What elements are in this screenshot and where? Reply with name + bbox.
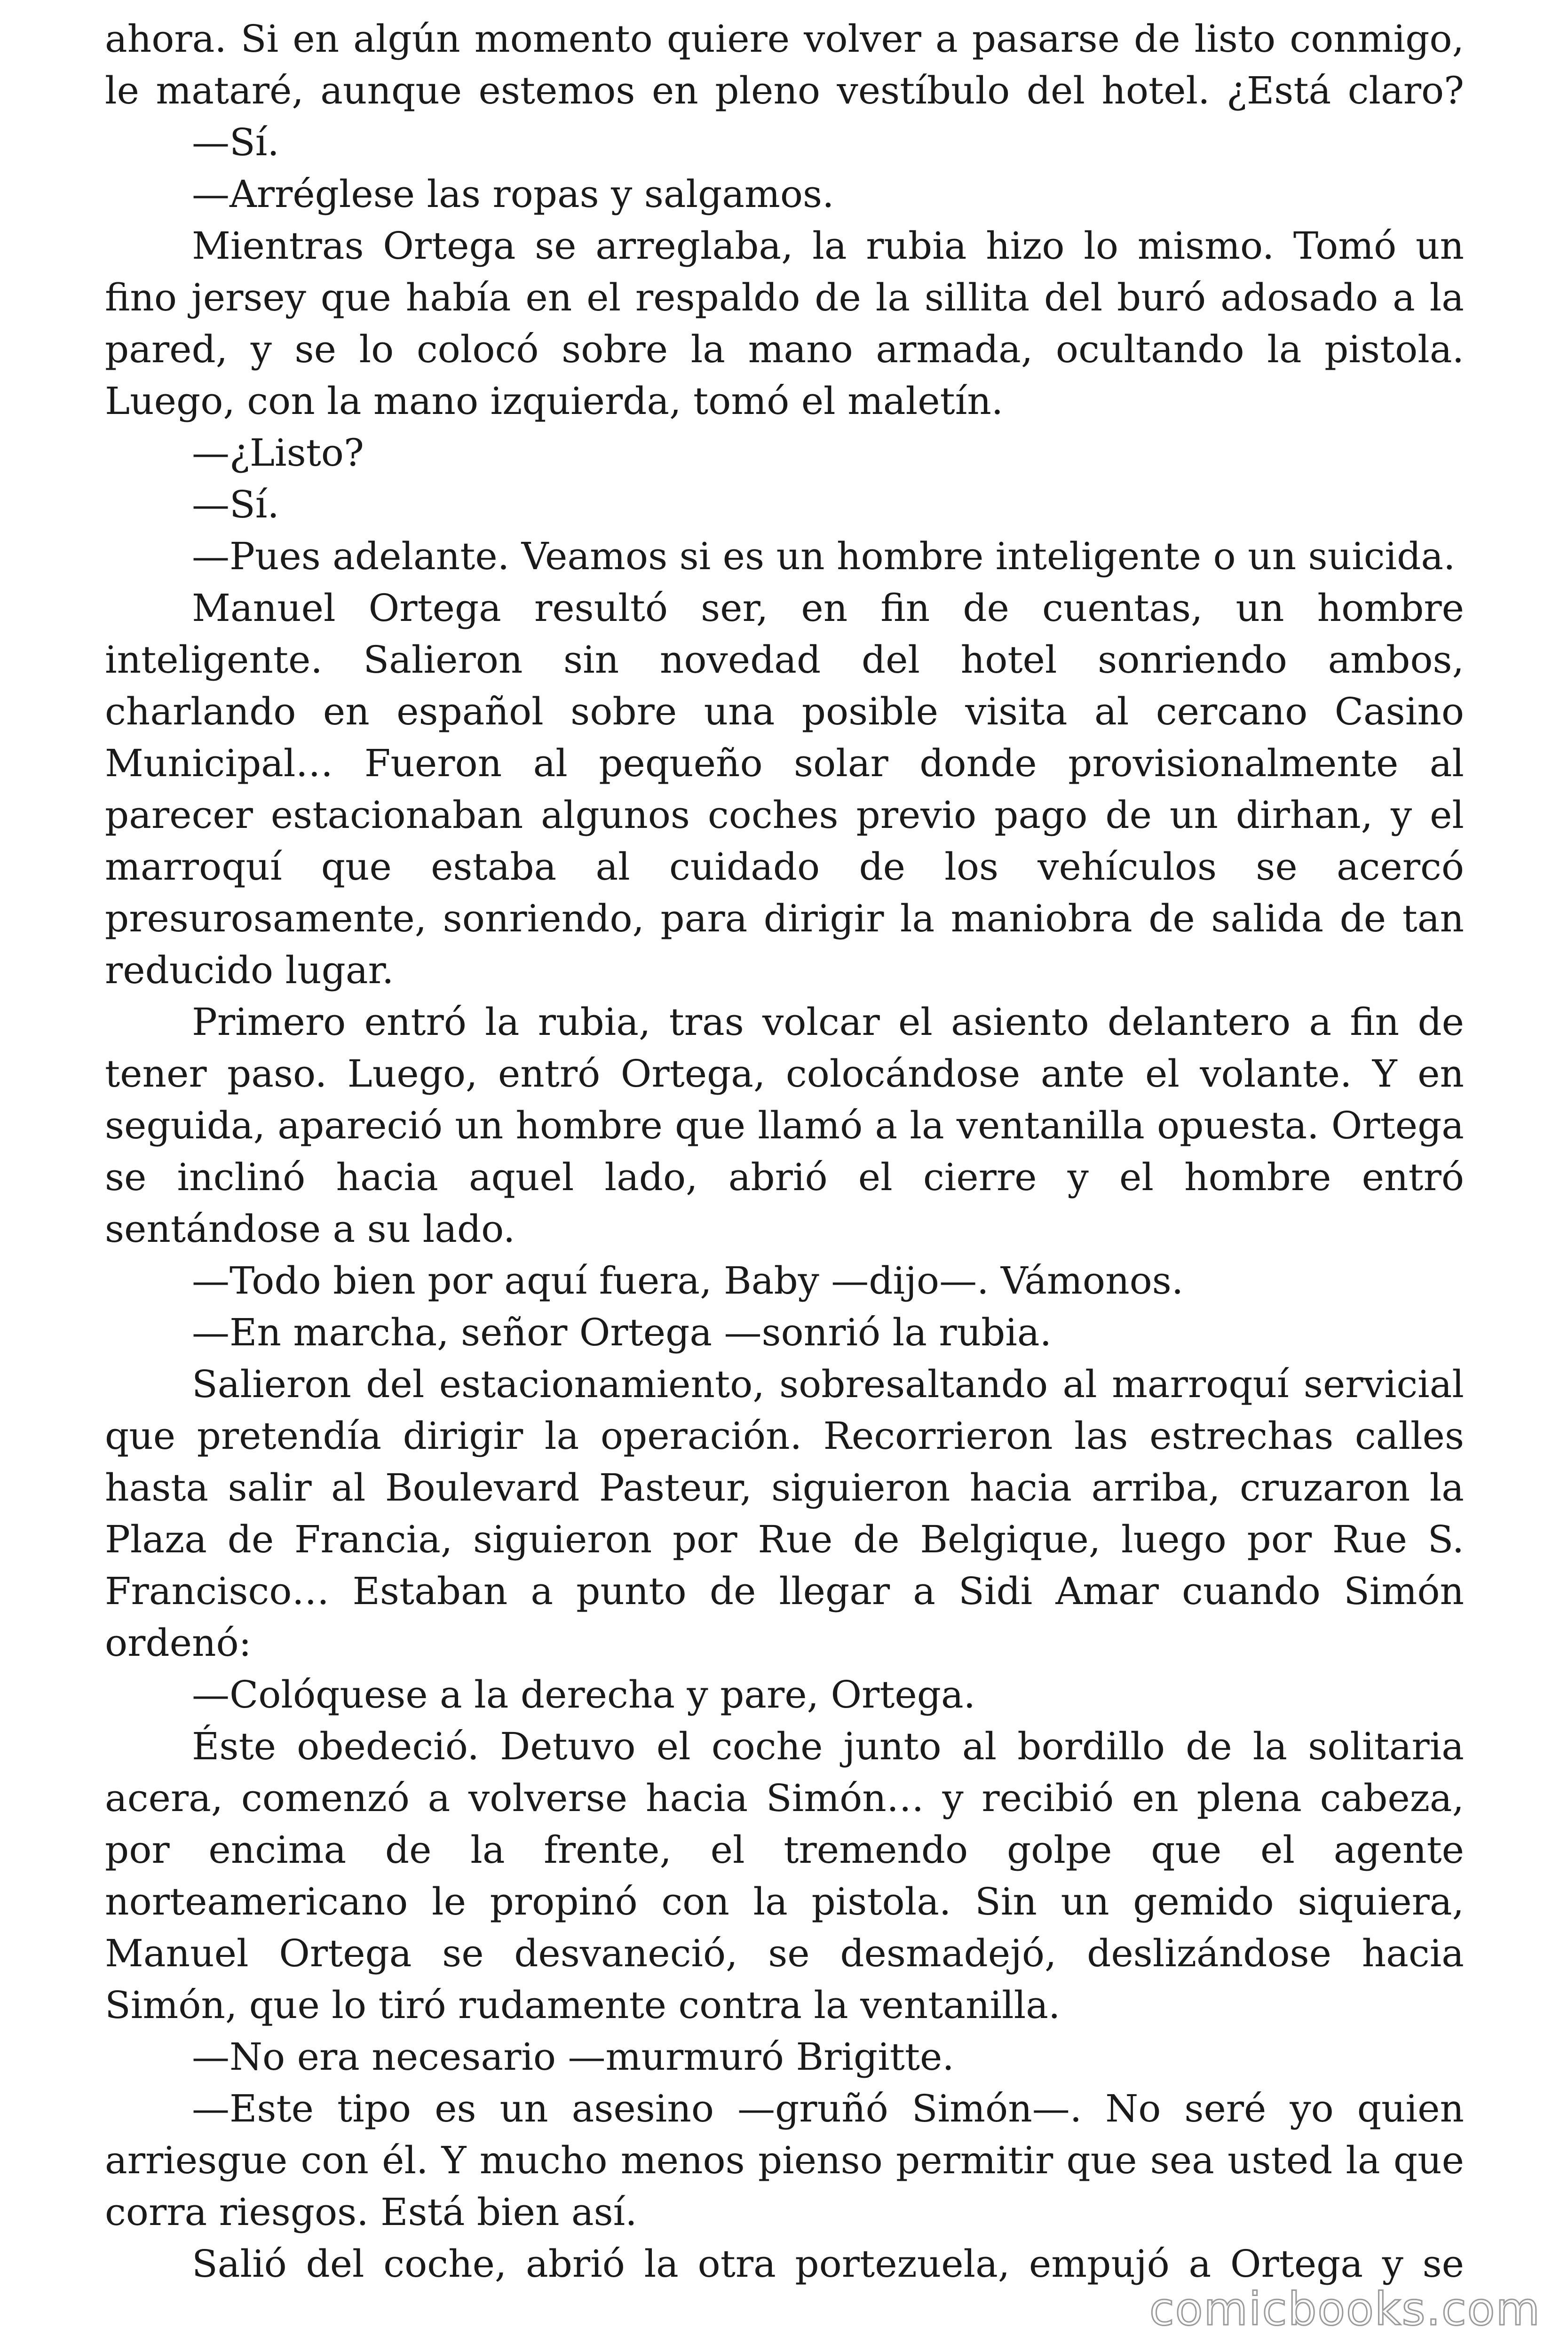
text-line: presurosamente, sonriendo, para dirigir la maniobra de salida de tan: [105, 897, 1464, 940]
text-line: Luego, con la mano izquierda, tomó el maletín.: [105, 379, 1004, 423]
text-line: tener paso. Luego, entró Ortega, colocándose ante el volante. Y en: [105, 1052, 1464, 1096]
text-line: seguida, apareció un hombre que llamó a la ventanilla opuesta. Ortega: [105, 1104, 1464, 1147]
text-line: —Colóquese a la derecha y pare, Ortega.: [192, 1673, 976, 1716]
text-line: —En marcha, señor Ortega —sonrió la rubia.: [192, 1311, 1052, 1354]
text-line: corra riesgos. Está bien así.: [105, 2190, 637, 2234]
text-line: Municipal… Fueron al pequeño solar donde provisionalmente al: [105, 741, 1464, 785]
text-line: Manuel Ortega se desvaneció, se desmadejó, deslizándose hacia: [105, 1931, 1464, 1975]
text-line: —Todo bien por aquí fuera, Baby —dijo—. Vámonos.: [192, 1259, 1184, 1303]
text-line: por encima de la frente, el tremendo golpe que el agente: [105, 1828, 1464, 1872]
text-line: le mataré, aunque estemos en pleno vestíbulo del hotel. ¿Está claro?: [105, 69, 1464, 112]
book-page: [105, 13, 1464, 2339]
text-line: se inclinó hacia aquel lado, abrió el cierre y el hombre entró: [105, 1155, 1464, 1199]
text-line: Manuel Ortega resultó ser, en fin de cuentas, un hombre: [192, 586, 1464, 630]
text-line: que pretendía dirigir la operación. Recorrieron las estrechas calles: [105, 1414, 1464, 1458]
text-line: pared, y se lo colocó sobre la mano armada, ocultando la pistola.: [105, 327, 1464, 371]
text-line: —¿Listo?: [192, 431, 364, 475]
text-line: Simón, que lo tiró rudamente contra la ventanilla.: [105, 1983, 1061, 2027]
text-line: Éste obedeció. Detuvo el coche junto al bordillo de la solitaria: [192, 1724, 1464, 1768]
text-line: —Sí.: [192, 120, 279, 164]
text-line: —Este tipo es un asesino —gruñó Simón—. No seré yo quien: [192, 2087, 1464, 2130]
text-line: inteligente. Salieron sin novedad del hotel sonriendo ambos,: [105, 638, 1464, 682]
text-line: Mientras Ortega se arreglaba, la rubia hizo lo mismo. Tomó un: [192, 224, 1464, 268]
text-line: —Pues adelante. Veamos si es un hombre inteligente o un suicida.: [192, 534, 1456, 578]
text-line: hasta salir al Boulevard Pasteur, siguieron hacia arriba, cruzaron la: [105, 1466, 1464, 1510]
text-line: Primero entró la rubia, tras volcar el asiento delantero a fin de: [192, 1000, 1464, 1044]
text-line: norteamericano le propinó con la pistola. Sin un gemido siquiera,: [105, 1880, 1464, 1923]
text-line: charlando en español sobre una posible visita al cercano Casino: [105, 690, 1464, 733]
text-line: —Arréglese las ropas y salgamos.: [192, 172, 834, 216]
text-line: arriesgue con él. Y mucho menos pienso permitir que sea usted la que: [105, 2138, 1464, 2182]
text-line: reducido lugar.: [105, 948, 394, 992]
text-line: parecer estacionaban algunos coches previo pago de un dirhan, y el: [105, 793, 1464, 837]
text-line: ordenó:: [105, 1621, 252, 1665]
text-line: Salieron del estacionamiento, sobresaltando al marroquí servicial: [192, 1362, 1464, 1406]
text-line: marroquí que estaba al cuidado de los vehículos se acercó: [105, 845, 1464, 889]
text-line: Plaza de Francia, siguieron por Rue de Belgique, luego por Rue S.: [105, 1518, 1464, 1561]
text-line: acera, comenzó a volverse hacia Simón… y recibió en plena cabeza,: [105, 1776, 1464, 1820]
text-line: sentándose a su lado.: [105, 1207, 515, 1251]
text-line: —Sí.: [192, 483, 279, 526]
site-watermark: comicbooks.com: [1149, 2283, 1541, 2336]
text-line: Salió del coche, abrió la otra portezuela, empujó a Ortega y se: [192, 2242, 1464, 2286]
text-line: —No era necesario —murmuró Brigitte.: [192, 2035, 954, 2079]
text-line: fino jersey que había en el respaldo de la sillita del buró adosado a la: [105, 276, 1464, 319]
text-line: ahora. Si en algún momento quiere volver a pasarse de listo conmigo,: [105, 17, 1464, 61]
text-line: Francisco… Estaban a punto de llegar a Sidi Amar cuando Simón: [105, 1569, 1464, 1613]
